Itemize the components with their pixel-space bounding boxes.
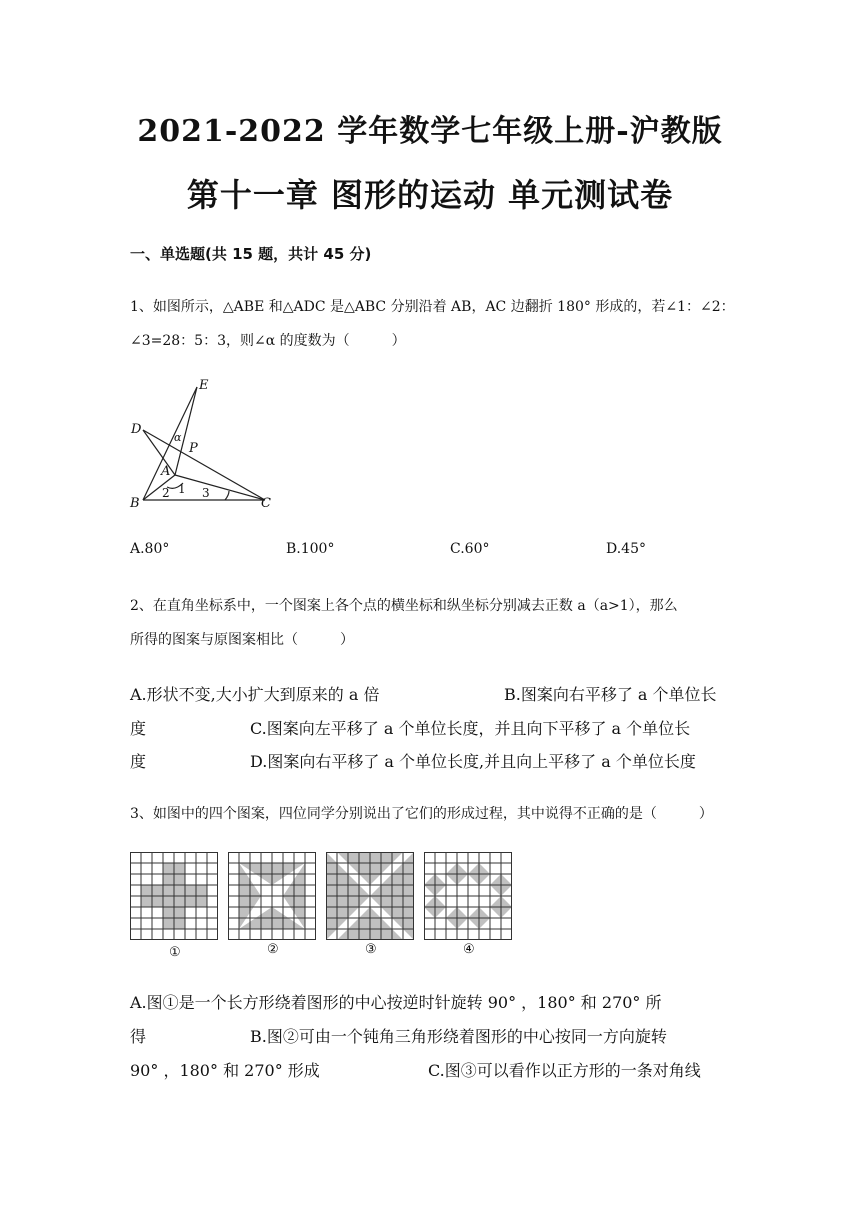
q3-stem: 3、如图中的四个图案，四位同学分别说出了它们的形成过程，其中说得不正确的是（ ）: [130, 806, 713, 822]
q1-label-e: E: [199, 378, 209, 393]
q1-label-a: A: [161, 464, 171, 479]
q1-label-2: 2: [162, 486, 170, 500]
q2-option-a[interactable]: A.形状不变,大小扩大到原来的 a 倍: [130, 685, 380, 704]
q3-option-a-wrap: 得: [130, 1027, 147, 1046]
q1-label-1: 1: [178, 482, 186, 496]
q2-stem-line-2: 所得的图案与原图案相比（ ）: [130, 632, 354, 648]
q1-label-d: D: [131, 422, 142, 437]
q1-label-p: P: [189, 441, 198, 456]
q3-grid-figure-4: [424, 852, 512, 940]
q2-option-c[interactable]: C.图案向左平移了 a 个单位长度，并且向下平移了 a 个单位长: [250, 719, 691, 738]
q1-triangle-figure: [125, 375, 285, 515]
q1-label-c: C: [261, 496, 271, 511]
q1-option-b[interactable]: B.100°: [286, 541, 335, 557]
q2-option-b[interactable]: B.图案向右平移了 a 个单位长: [504, 685, 717, 704]
q3-option-b-wrap: 90° ，180° 和 270° 形成: [130, 1061, 320, 1080]
q3-option-a[interactable]: A.图①是一个长方形绕着图形的中心按逆时针旋转 90° ，180° 和 270° 所: [130, 993, 662, 1012]
q1-stem-line-2: ∠3=28：5：3，则∠α 的度数为（ ）: [130, 333, 406, 349]
q2-stem-line-1: 2、在直角坐标系中，一个图案上各个点的横坐标和纵坐标分别减去正数 a（a>1），那么: [130, 598, 678, 614]
q3-grid-figure-2: [228, 852, 316, 940]
q1-label-alpha: α: [174, 431, 182, 444]
q3-option-c[interactable]: C.图③可以看作以正方形的一条对角线: [428, 1061, 701, 1080]
q1-label-3: 3: [202, 486, 210, 500]
q2-option-b-wrap: 度: [130, 719, 147, 738]
q1-option-a[interactable]: A.80°: [130, 541, 170, 557]
q2-option-c-wrap: 度: [130, 752, 147, 771]
q1-option-d[interactable]: D.45°: [606, 541, 646, 557]
q1-option-c[interactable]: C.60°: [450, 541, 490, 557]
q1-stem-line-1: 1、如图所示，△ABE 和△ADC 是△ABC 分别沿着 AB，AC 边翻折 180° 形成的，若∠1：∠2：: [130, 299, 735, 315]
q3-figure-label-4: ④: [463, 942, 475, 957]
q2-option-d[interactable]: D.图案向右平移了 a 个单位长度,并且向上平移了 a 个单位长度: [250, 752, 696, 771]
section-heading: 一、单选题(共 15 题，共计 45 分): [130, 245, 372, 263]
q3-grid-figure-3: [326, 852, 414, 940]
title-line-2: 第十一章 图形的运动 单元测试卷: [186, 176, 674, 214]
q1-label-b: B: [130, 496, 140, 511]
title-line-1: 2021-2022 学年数学七年级上册-沪教版: [137, 114, 723, 149]
q3-figure-label-3: ③: [365, 942, 377, 957]
q3-figure-label-2: ②: [267, 942, 279, 957]
q3-grid-figure-1: [130, 852, 218, 940]
q3-option-b[interactable]: B.图②可由一个钝角三角形绕着图形的中心按同一方向旋转: [250, 1027, 667, 1046]
q3-figure-label-1: ①: [169, 945, 181, 960]
